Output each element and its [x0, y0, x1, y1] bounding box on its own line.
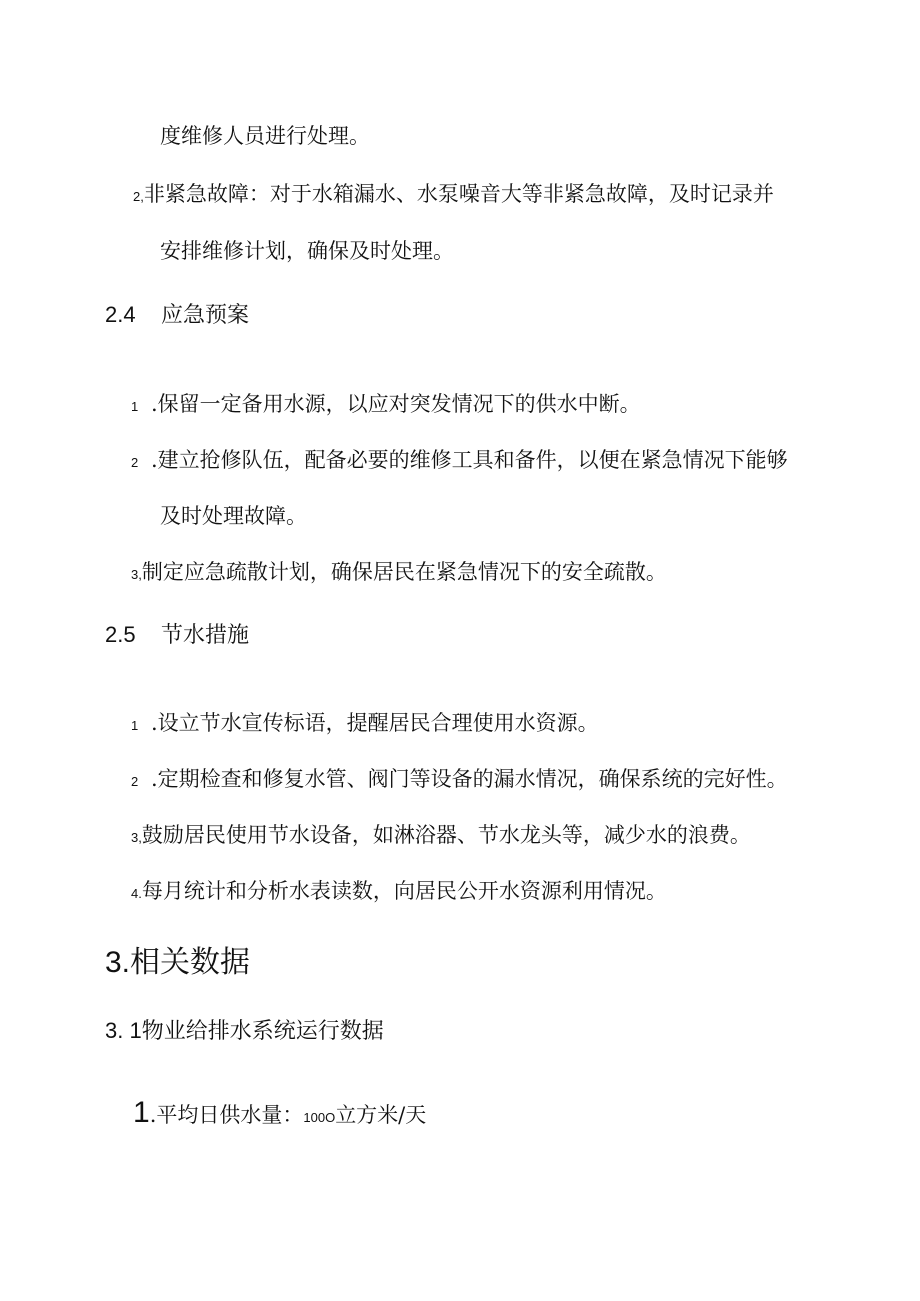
list-number: 1	[131, 718, 139, 733]
list-item	[131, 558, 667, 589]
list-number: 1	[131, 399, 139, 414]
list-text: 制定应急疏散计划，确保居民在紧急情况下的安全疏散。	[141, 560, 667, 584]
section-heading-2-4	[105, 301, 249, 329]
data-label: .平均日供水量：	[149, 1103, 304, 1127]
data-value: 100O	[303, 1110, 336, 1125]
list-text: 每月统计和分析水表读数，向居民公开水资源利用情况。	[141, 879, 667, 903]
paragraph-line	[160, 237, 454, 265]
text: 度维修人员进行处理。	[160, 124, 370, 148]
data-item	[133, 1095, 426, 1136]
list-item	[131, 877, 667, 908]
list-text: .设立节水宣传标语，提醒居民合理使用水资源。	[151, 711, 599, 735]
list-item	[131, 709, 599, 740]
section-number: 2.4	[105, 302, 136, 327]
section-title: 3. 1物业给排水系统运行数据	[105, 1018, 384, 1043]
list-number: 3,	[131, 567, 142, 582]
section-heading-3	[105, 944, 250, 982]
list-number: 2,	[133, 189, 144, 204]
list-number: 1	[133, 1096, 150, 1129]
section-heading-3-1	[105, 1017, 384, 1045]
list-text: .定期检查和修复水管、阀门等设备的漏水情况，确保系统的完好性。	[151, 767, 788, 791]
list-text: 非紧急故障：对于水箱漏水、水泵噪音大等非紧急故障，及时记录并	[143, 182, 774, 206]
list-item	[131, 390, 641, 421]
list-item	[131, 821, 751, 852]
paragraph-line	[160, 502, 307, 530]
section-heading-2-5	[105, 621, 249, 649]
text: 安排维修计划，确保及时处理。	[160, 239, 454, 263]
data-unit: 立方米/天	[335, 1103, 427, 1127]
list-number: 2	[131, 455, 139, 470]
section-title: 3.相关数据	[105, 946, 251, 979]
list-number: 4.	[131, 886, 142, 901]
list-text: 鼓励居民使用节水设备，如淋浴器、节水龙头等，减少水的浪费。	[141, 823, 751, 847]
text: 及时处理故障。	[160, 504, 307, 528]
list-text: .保留一定备用水源，以应对突发情况下的供水中断。	[151, 392, 641, 416]
list-number: 3,	[131, 830, 142, 845]
section-title: 节水措施	[161, 622, 250, 647]
list-item	[131, 765, 788, 796]
section-number: 2.5	[105, 622, 136, 647]
list-number: 2	[131, 774, 139, 789]
list-text: .建立抢修队伍，配备必要的维修工具和备件，以便在紧急情况下能够	[151, 448, 788, 472]
paragraph-line	[160, 122, 370, 150]
list-item	[133, 180, 774, 211]
section-title: 应急预案	[161, 302, 250, 327]
list-item	[131, 446, 788, 477]
